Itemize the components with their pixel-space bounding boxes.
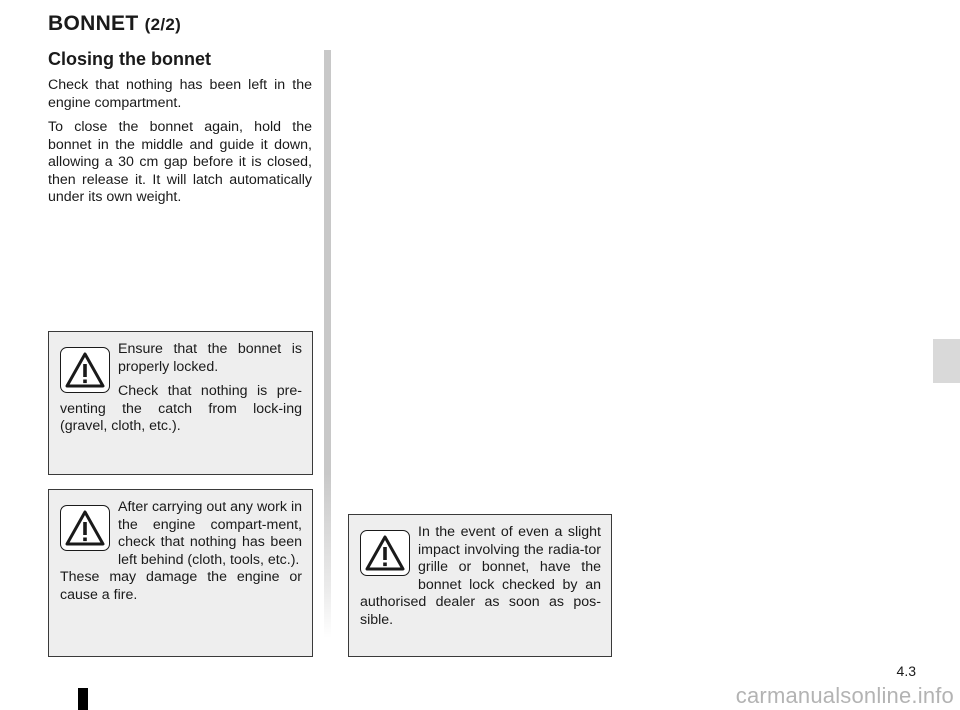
- warning-text: Ensure that the bonnet is properly locked.: [118, 341, 302, 375]
- page-number: 4.3: [896, 663, 916, 679]
- warning-text: These may damage the engine or cause a fire.: [60, 569, 302, 603]
- warning-text: In the event of even a slight impact involving the radia-tor grille or bonnet, have the bonnet lock checked by an authorised dealer as soon as pos-sible.: [360, 524, 601, 628]
- section-heading: Closing the bonnet: [48, 49, 211, 69]
- page-title: [48, 12, 181, 36]
- warning-box-engine-compartment: [48, 489, 313, 657]
- warning-triangle-icon: [360, 530, 410, 576]
- instruction-paragraph: To close the bonnet again, hold the bonnet in the middle and guide it down, allowing a 30 cm gap before it is closed, then release it. It will latch automatically under its own weight.: [48, 119, 312, 205]
- warning-triangle-icon: [60, 505, 110, 551]
- warning-text: Check that nothing is pre-venting the catch from lock-ing (gravel, cloth, etc.).: [60, 383, 302, 434]
- page-title-text: BONNET: [48, 12, 139, 35]
- crop-mark: [78, 688, 88, 710]
- intro-paragraph: Check that nothing has been left in the engine compartment.: [48, 77, 312, 111]
- watermark: carmanualsonline.info: [735, 683, 954, 708]
- warning-triangle-icon: [60, 347, 110, 393]
- page-title-part: (2/2): [144, 15, 182, 34]
- warning-box-locking: [48, 331, 313, 475]
- column-divider: [324, 50, 331, 638]
- warning-box-impact: [348, 514, 612, 657]
- section-tab-marker: [933, 339, 960, 383]
- warning-text: After carrying out any work in the engine compart-ment, check that nothing has been left behind (cloth, tools, etc.).: [118, 499, 302, 568]
